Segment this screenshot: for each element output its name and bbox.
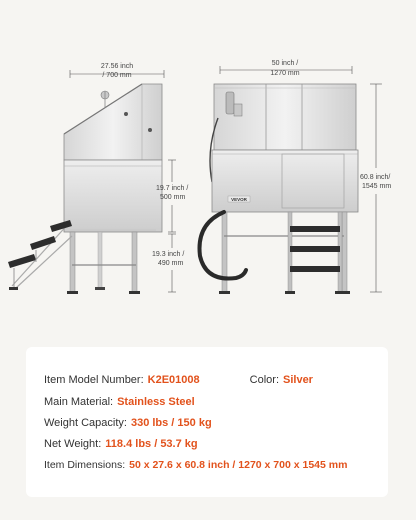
spec-row-material: [44, 396, 195, 409]
spec-row-capacity: [44, 417, 212, 430]
color-label: Color:: [249, 374, 279, 386]
brand-plate-text: VEVOR: [231, 197, 247, 202]
total-height-label-2: 1545 mm: [362, 183, 392, 190]
tub-height-label-1: 19.7 inch /: [156, 185, 189, 192]
spec-row-dimensions: [44, 459, 347, 472]
side-width-label-1: 27.56 inch: [100, 63, 134, 70]
spec-row-net-weight: [44, 438, 198, 451]
color-value: Silver: [283, 374, 313, 386]
side-width-label-2: / 700 mm: [102, 72, 132, 79]
side-view: [8, 63, 188, 294]
front-view: [200, 60, 392, 294]
net-weight-value: 118.4 lbs / 53.7 kg: [105, 438, 198, 450]
total-height-label-1: 60.8 inch/: [360, 174, 391, 181]
net-weight-label: Net Weight:: [44, 438, 102, 450]
stand-height-label-1: 19.3 inch /: [152, 251, 185, 258]
capacity-label: Weight Capacity:: [44, 417, 127, 429]
stand-height-label-2: 490 mm: [158, 260, 184, 267]
front-width-label-1: 50 inch /: [271, 60, 299, 67]
front-width-label-2: 1270 mm: [270, 70, 300, 77]
tub-height-label-2: 500 mm: [160, 194, 186, 201]
capacity-value: 330 lbs / 150 kg: [130, 417, 212, 429]
material-value: Stainless Steel: [117, 396, 195, 408]
side-steps: [8, 220, 72, 290]
dimensions-label: Item Dimensions:: [44, 459, 126, 471]
material-label: Main Material:: [44, 396, 114, 408]
model-value: K2E01008: [147, 374, 200, 386]
faucet-icon: [226, 92, 234, 114]
dimensions-value: 50 x 27.6 x 60.8 inch / 1270 x 700 x 1545 mm: [129, 459, 348, 471]
front-steps: [285, 212, 345, 294]
model-label: Item Model Number:: [44, 374, 144, 386]
spec-row-model: [44, 374, 313, 387]
